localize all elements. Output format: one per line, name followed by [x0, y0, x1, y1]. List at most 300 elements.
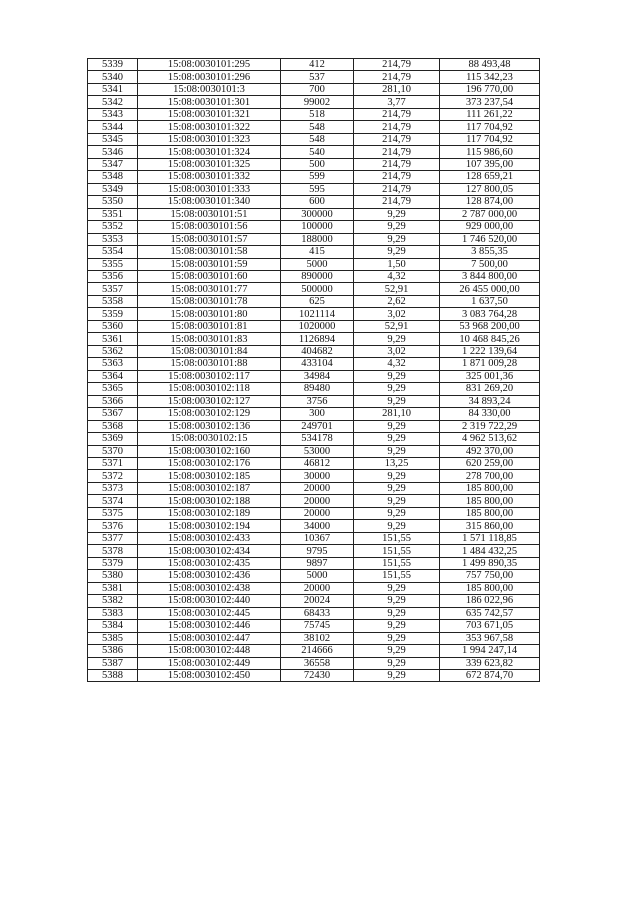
area-cell: 1020000: [281, 320, 354, 332]
area-cell: 500: [281, 158, 354, 170]
table-row: [88, 158, 540, 170]
area-cell: 9795: [281, 545, 354, 557]
value-cell: 635 742,57: [440, 607, 540, 619]
value-cell: 128 659,21: [440, 171, 540, 183]
value-cell: 672 874,70: [440, 669, 540, 681]
area-cell: 188000: [281, 233, 354, 245]
table-row: [88, 345, 540, 357]
value-cell: 492 370,00: [440, 445, 540, 457]
cadastral-number-cell: 15:08:0030101:340: [138, 196, 281, 208]
rate-cell: 214,79: [354, 146, 440, 158]
area-cell: 700: [281, 83, 354, 95]
rate-cell: 9,29: [354, 246, 440, 258]
value-cell: 315 860,00: [440, 520, 540, 532]
row-number-cell: 5379: [88, 557, 138, 569]
value-cell: 88 493,48: [440, 59, 540, 71]
row-number-cell: 5366: [88, 395, 138, 407]
area-cell: 600: [281, 196, 354, 208]
area-cell: 99002: [281, 96, 354, 108]
table-row: [88, 183, 540, 195]
area-cell: 20000: [281, 582, 354, 594]
cadastral-number-cell: 15:08:0030102:434: [138, 545, 281, 557]
value-cell: 128 874,00: [440, 196, 540, 208]
cadastral-number-cell: 15:08:0030102:188: [138, 495, 281, 507]
table-row: [88, 470, 540, 482]
cadastral-number-cell: 15:08:0030101:332: [138, 171, 281, 183]
table-row: [88, 408, 540, 420]
table-row: [88, 495, 540, 507]
area-cell: 300000: [281, 208, 354, 220]
table-row: [88, 258, 540, 270]
table-row: [88, 146, 540, 158]
row-number-cell: 5349: [88, 183, 138, 195]
table-row: [88, 108, 540, 120]
area-cell: 89480: [281, 383, 354, 395]
value-cell: 196 770,00: [440, 83, 540, 95]
row-number-cell: 5341: [88, 83, 138, 95]
row-number-cell: 5386: [88, 645, 138, 657]
row-number-cell: 5358: [88, 295, 138, 307]
area-cell: 34984: [281, 370, 354, 382]
area-cell: 300: [281, 408, 354, 420]
value-cell: 111 261,22: [440, 108, 540, 120]
cadastral-number-cell: 15:08:0030102:160: [138, 445, 281, 457]
area-cell: 100000: [281, 221, 354, 233]
cadastral-number-cell: 15:08:0030102:445: [138, 607, 281, 619]
area-cell: 534178: [281, 433, 354, 445]
area-cell: 548: [281, 121, 354, 133]
row-number-cell: 5344: [88, 121, 138, 133]
table-row: [88, 133, 540, 145]
rate-cell: 151,55: [354, 557, 440, 569]
rate-cell: 214,79: [354, 108, 440, 120]
row-number-cell: 5351: [88, 208, 138, 220]
area-cell: 46812: [281, 458, 354, 470]
cadastral-number-cell: 15:08:0030101:77: [138, 283, 281, 295]
table-row: [88, 221, 540, 233]
value-cell: 757 750,00: [440, 570, 540, 582]
cadastral-number-cell: 15:08:0030102:449: [138, 657, 281, 669]
table-row: [88, 246, 540, 258]
row-number-cell: 5384: [88, 620, 138, 632]
value-cell: 127 800,05: [440, 183, 540, 195]
rate-cell: 281,10: [354, 408, 440, 420]
value-cell: 1 871 009,28: [440, 358, 540, 370]
cadastral-number-cell: 15:08:0030101:60: [138, 270, 281, 282]
table-row: [88, 532, 540, 544]
rate-cell: 214,79: [354, 133, 440, 145]
row-number-cell: 5369: [88, 433, 138, 445]
area-cell: 249701: [281, 420, 354, 432]
area-cell: 415: [281, 246, 354, 258]
value-cell: 3 844 800,00: [440, 270, 540, 282]
value-cell: 115 986,60: [440, 146, 540, 158]
row-number-cell: 5372: [88, 470, 138, 482]
value-cell: 115 342,23: [440, 71, 540, 83]
area-cell: 20024: [281, 595, 354, 607]
area-cell: 625: [281, 295, 354, 307]
value-cell: 34 893,24: [440, 395, 540, 407]
area-cell: 5000: [281, 258, 354, 270]
table-row: [88, 669, 540, 681]
row-number-cell: 5388: [88, 669, 138, 681]
row-number-cell: 5385: [88, 632, 138, 644]
table-row: [88, 607, 540, 619]
rate-cell: 9,29: [354, 645, 440, 657]
rate-cell: 214,79: [354, 158, 440, 170]
cadastral-number-cell: 15:08:0030101:321: [138, 108, 281, 120]
row-number-cell: 5373: [88, 482, 138, 494]
row-number-cell: 5345: [88, 133, 138, 145]
rate-cell: 281,10: [354, 83, 440, 95]
rate-cell: 13,25: [354, 458, 440, 470]
row-number-cell: 5364: [88, 370, 138, 382]
rate-cell: 9,29: [354, 495, 440, 507]
value-cell: 1 499 890,35: [440, 557, 540, 569]
table-row: [88, 570, 540, 582]
rate-cell: 9,29: [354, 445, 440, 457]
value-cell: 185 800,00: [440, 582, 540, 594]
area-cell: 500000: [281, 283, 354, 295]
row-number-cell: 5362: [88, 345, 138, 357]
value-cell: 620 259,00: [440, 458, 540, 470]
rate-cell: 9,29: [354, 657, 440, 669]
value-cell: 278 700,00: [440, 470, 540, 482]
value-cell: 353 967,58: [440, 632, 540, 644]
area-cell: 30000: [281, 470, 354, 482]
value-cell: 185 800,00: [440, 495, 540, 507]
table-row: [88, 482, 540, 494]
rate-cell: 214,79: [354, 196, 440, 208]
rate-cell: 9,29: [354, 595, 440, 607]
area-cell: 1021114: [281, 308, 354, 320]
table-row: [88, 295, 540, 307]
table-row: [88, 83, 540, 95]
row-number-cell: 5370: [88, 445, 138, 457]
cadastral-number-cell: 15:08:0030101:59: [138, 258, 281, 270]
value-cell: 339 623,82: [440, 657, 540, 669]
value-cell: 2 319 722,29: [440, 420, 540, 432]
value-cell: 703 671,05: [440, 620, 540, 632]
value-cell: 26 455 000,00: [440, 283, 540, 295]
value-cell: 107 395,00: [440, 158, 540, 170]
cadastral-number-cell: 15:08:0030102:440: [138, 595, 281, 607]
row-number-cell: 5339: [88, 59, 138, 71]
area-cell: 433104: [281, 358, 354, 370]
table-row: [88, 308, 540, 320]
row-number-cell: 5360: [88, 320, 138, 332]
table-row: [88, 620, 540, 632]
table-row: [88, 557, 540, 569]
area-cell: 9897: [281, 557, 354, 569]
area-cell: 20000: [281, 507, 354, 519]
rate-cell: 9,29: [354, 420, 440, 432]
rate-cell: 9,29: [354, 208, 440, 220]
area-cell: 214666: [281, 645, 354, 657]
cadastral-number-cell: 15:08:0030102:136: [138, 420, 281, 432]
rate-cell: 214,79: [354, 183, 440, 195]
area-cell: 38102: [281, 632, 354, 644]
cadastral-number-cell: 15:08:0030101:322: [138, 121, 281, 133]
value-cell: 4 962 513,62: [440, 433, 540, 445]
value-cell: 117 704,92: [440, 121, 540, 133]
area-cell: 599: [281, 171, 354, 183]
cadastral-number-cell: 15:08:0030101:333: [138, 183, 281, 195]
row-number-cell: 5357: [88, 283, 138, 295]
area-cell: 595: [281, 183, 354, 195]
cadastral-number-cell: 15:08:0030102:448: [138, 645, 281, 657]
area-cell: 5000: [281, 570, 354, 582]
value-cell: 185 800,00: [440, 507, 540, 519]
rate-cell: 52,91: [354, 283, 440, 295]
row-number-cell: 5382: [88, 595, 138, 607]
rate-cell: 214,79: [354, 171, 440, 183]
row-number-cell: 5383: [88, 607, 138, 619]
row-number-cell: 5365: [88, 383, 138, 395]
table-row: [88, 370, 540, 382]
cadastral-number-cell: 15:08:0030102:194: [138, 520, 281, 532]
cadastral-number-cell: 15:08:0030101:57: [138, 233, 281, 245]
value-cell: 3 855,35: [440, 246, 540, 258]
table-row: [88, 333, 540, 345]
row-number-cell: 5353: [88, 233, 138, 245]
table-row: [88, 59, 540, 71]
cadastral-number-cell: 15:08:0030102:438: [138, 582, 281, 594]
row-number-cell: 5342: [88, 96, 138, 108]
rate-cell: 1,50: [354, 258, 440, 270]
value-cell: 1 571 118,85: [440, 532, 540, 544]
table-row: [88, 383, 540, 395]
rate-cell: 9,29: [354, 520, 440, 532]
rate-cell: 52,91: [354, 320, 440, 332]
cadastral-number-cell: 15:08:0030101:56: [138, 221, 281, 233]
table-row: [88, 233, 540, 245]
row-number-cell: 5387: [88, 657, 138, 669]
area-cell: 68433: [281, 607, 354, 619]
area-cell: 75745: [281, 620, 354, 632]
rate-cell: 9,29: [354, 470, 440, 482]
value-cell: 325 001,36: [440, 370, 540, 382]
cadastral-number-cell: 15:08:0030102:436: [138, 570, 281, 582]
cadastral-number-cell: 15:08:0030101:301: [138, 96, 281, 108]
cadastral-number-cell: 15:08:0030102:450: [138, 669, 281, 681]
table-row: [88, 196, 540, 208]
rate-cell: 9,29: [354, 333, 440, 345]
row-number-cell: 5354: [88, 246, 138, 258]
rate-cell: 214,79: [354, 71, 440, 83]
cadastral-number-cell: 15:08:0030102:127: [138, 395, 281, 407]
table-row: [88, 208, 540, 220]
row-number-cell: 5356: [88, 270, 138, 282]
row-number-cell: 5380: [88, 570, 138, 582]
table-row: [88, 320, 540, 332]
row-number-cell: 5352: [88, 221, 138, 233]
table-row: [88, 632, 540, 644]
row-number-cell: 5374: [88, 495, 138, 507]
cadastral-number-cell: 15:08:0030102:129: [138, 408, 281, 420]
area-cell: 404682: [281, 345, 354, 357]
area-cell: 53000: [281, 445, 354, 457]
rate-cell: 9,29: [354, 582, 440, 594]
table-row: [88, 445, 540, 457]
area-cell: 412: [281, 59, 354, 71]
rate-cell: 214,79: [354, 59, 440, 71]
row-number-cell: 5367: [88, 408, 138, 420]
rate-cell: 151,55: [354, 570, 440, 582]
rate-cell: 151,55: [354, 532, 440, 544]
table-row: [88, 582, 540, 594]
cadastral-number-cell: 15:08:0030101:81: [138, 320, 281, 332]
rate-cell: 214,79: [354, 121, 440, 133]
table-row: [88, 171, 540, 183]
rate-cell: 9,29: [354, 395, 440, 407]
cadastral-number-cell: 15:08:0030101:88: [138, 358, 281, 370]
area-cell: 890000: [281, 270, 354, 282]
table-row: [88, 507, 540, 519]
rate-cell: 151,55: [354, 545, 440, 557]
table-row: [88, 657, 540, 669]
row-number-cell: 5371: [88, 458, 138, 470]
value-cell: 84 330,00: [440, 408, 540, 420]
row-number-cell: 5343: [88, 108, 138, 120]
area-cell: 20000: [281, 482, 354, 494]
row-number-cell: 5375: [88, 507, 138, 519]
row-number-cell: 5361: [88, 333, 138, 345]
value-cell: 373 237,54: [440, 96, 540, 108]
rate-cell: 9,29: [354, 370, 440, 382]
rate-cell: 9,29: [354, 607, 440, 619]
cadastral-number-cell: 15:08:0030101:83: [138, 333, 281, 345]
rate-cell: 9,29: [354, 233, 440, 245]
cadastral-number-cell: 15:08:0030102:118: [138, 383, 281, 395]
rate-cell: 9,29: [354, 383, 440, 395]
rate-cell: 9,29: [354, 221, 440, 233]
table-row: [88, 71, 540, 83]
cadastral-number-cell: 15:08:0030101:295: [138, 59, 281, 71]
cadastral-number-cell: 15:08:0030102:446: [138, 620, 281, 632]
rate-cell: 3,02: [354, 345, 440, 357]
table-row: [88, 458, 540, 470]
area-cell: 1126894: [281, 333, 354, 345]
value-cell: 831 269,20: [440, 383, 540, 395]
cadastral-number-cell: 15:08:0030101:325: [138, 158, 281, 170]
area-cell: 548: [281, 133, 354, 145]
rate-cell: 9,29: [354, 632, 440, 644]
value-cell: 929 000,00: [440, 221, 540, 233]
cadastral-number-cell: 15:08:0030102:117: [138, 370, 281, 382]
value-cell: 1 484 432,25: [440, 545, 540, 557]
rate-cell: 9,29: [354, 620, 440, 632]
row-number-cell: 5348: [88, 171, 138, 183]
area-cell: 34000: [281, 520, 354, 532]
table-body: [88, 59, 540, 682]
table-row: [88, 645, 540, 657]
area-cell: 10367: [281, 532, 354, 544]
cadastral-number-cell: 15:08:0030102:185: [138, 470, 281, 482]
rate-cell: 2,62: [354, 295, 440, 307]
row-number-cell: 5359: [88, 308, 138, 320]
cadastral-number-cell: 15:08:0030101:80: [138, 308, 281, 320]
area-cell: 540: [281, 146, 354, 158]
cadastral-number-cell: 15:08:0030101:3: [138, 83, 281, 95]
value-cell: 7 500,00: [440, 258, 540, 270]
row-number-cell: 5340: [88, 71, 138, 83]
cadastral-number-cell: 15:08:0030102:447: [138, 632, 281, 644]
value-cell: 1 746 520,00: [440, 233, 540, 245]
cadastral-number-cell: 15:08:0030102:433: [138, 532, 281, 544]
cadastral-number-cell: 15:08:0030101:324: [138, 146, 281, 158]
row-number-cell: 5381: [88, 582, 138, 594]
cadastral-number-cell: 15:08:0030102:435: [138, 557, 281, 569]
row-number-cell: 5377: [88, 532, 138, 544]
cadastral-number-cell: 15:08:0030101:84: [138, 345, 281, 357]
table-row: [88, 270, 540, 282]
rate-cell: 4,32: [354, 270, 440, 282]
value-cell: 1 222 139,64: [440, 345, 540, 357]
rate-cell: 3,77: [354, 96, 440, 108]
cadastral-number-cell: 15:08:0030101:296: [138, 71, 281, 83]
table-row: [88, 121, 540, 133]
table-row: [88, 395, 540, 407]
table-row: [88, 520, 540, 532]
row-number-cell: 5346: [88, 146, 138, 158]
value-cell: 10 468 845,26: [440, 333, 540, 345]
area-cell: 3756: [281, 395, 354, 407]
cadastral-number-cell: 15:08:0030101:323: [138, 133, 281, 145]
value-cell: 53 968 200,00: [440, 320, 540, 332]
row-number-cell: 5363: [88, 358, 138, 370]
area-cell: 518: [281, 108, 354, 120]
value-cell: 1 994 247,14: [440, 645, 540, 657]
area-cell: 537: [281, 71, 354, 83]
rate-cell: 9,29: [354, 433, 440, 445]
value-cell: 186 022,96: [440, 595, 540, 607]
area-cell: 20000: [281, 495, 354, 507]
cadastral-number-cell: 15:08:0030101:51: [138, 208, 281, 220]
cadastral-number-cell: 15:08:0030102:187: [138, 482, 281, 494]
row-number-cell: 5350: [88, 196, 138, 208]
table-row: [88, 358, 540, 370]
value-cell: 3 083 764,28: [440, 308, 540, 320]
area-cell: 72430: [281, 669, 354, 681]
rate-cell: 9,29: [354, 507, 440, 519]
value-cell: 185 800,00: [440, 482, 540, 494]
row-number-cell: 5376: [88, 520, 138, 532]
row-number-cell: 5368: [88, 420, 138, 432]
value-cell: 2 787 000,00: [440, 208, 540, 220]
cadastral-number-cell: 15:08:0030101:78: [138, 295, 281, 307]
cadastral-number-cell: 15:08:0030102:15: [138, 433, 281, 445]
rate-cell: 4,32: [354, 358, 440, 370]
table-row: [88, 420, 540, 432]
rate-cell: 9,29: [354, 669, 440, 681]
table-row: [88, 433, 540, 445]
row-number-cell: 5355: [88, 258, 138, 270]
cadastral-number-cell: 15:08:0030102:189: [138, 507, 281, 519]
cadastral-number-cell: 15:08:0030102:176: [138, 458, 281, 470]
area-cell: 36558: [281, 657, 354, 669]
row-number-cell: 5347: [88, 158, 138, 170]
value-cell: 1 637,50: [440, 295, 540, 307]
cadastral-value-table: [87, 58, 540, 682]
table-row: [88, 96, 540, 108]
table-row: [88, 283, 540, 295]
rate-cell: 9,29: [354, 482, 440, 494]
value-cell: 117 704,92: [440, 133, 540, 145]
row-number-cell: 5378: [88, 545, 138, 557]
cadastral-number-cell: 15:08:0030101:58: [138, 246, 281, 258]
rate-cell: 3,02: [354, 308, 440, 320]
